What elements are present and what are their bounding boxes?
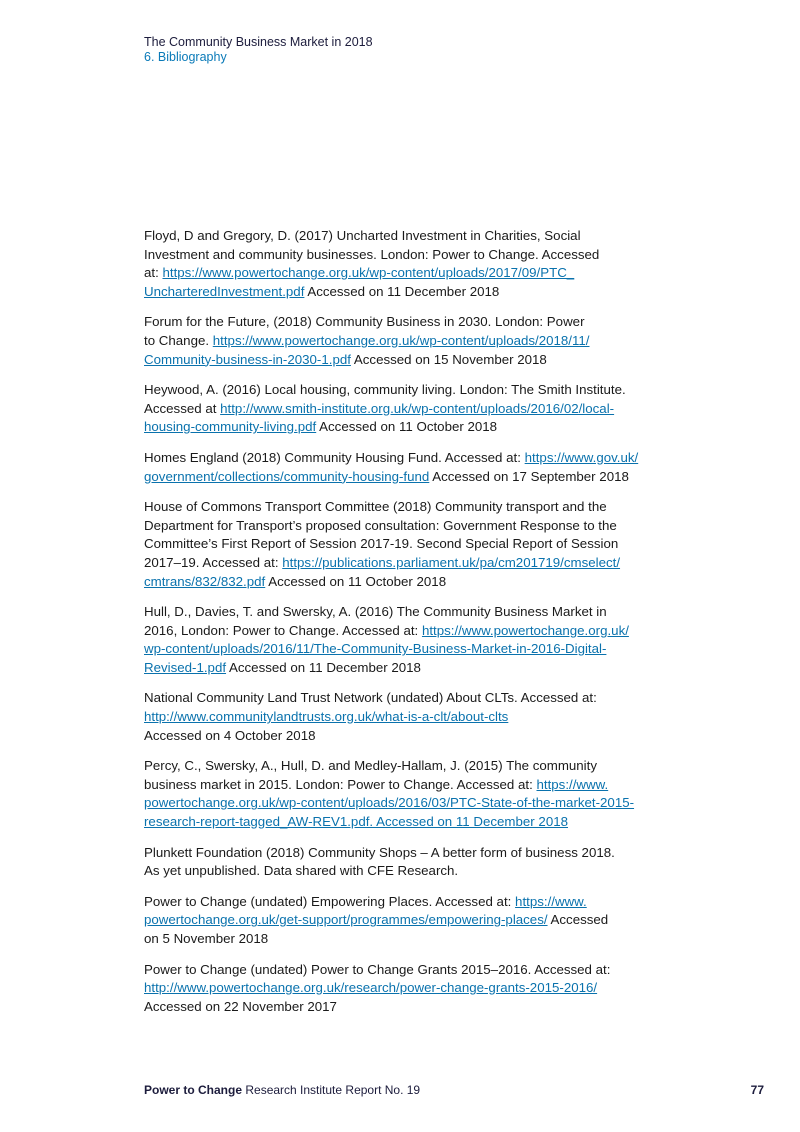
footer-report-label: Research Institute Report No. 19 — [242, 1083, 421, 1097]
reference-text: Accessed on 11 December 2018 — [304, 283, 500, 299]
reference-text: on 5 November 2018 — [144, 931, 269, 946]
reference-link[interactable]: https://www.powertochange.org.uk/ — [421, 622, 629, 638]
bibliography-entry — [144, 227, 684, 301]
reference-text: Heywood, A. (2016) Local housing, community living. London: The Smith Institute. — [144, 382, 626, 398]
reference-link[interactable]: https://www.powertochange.org.uk/wp-content/uploads/2017/09/PTC_ — [162, 265, 575, 281]
reference-text: Plunkett Foundation (2018) Community Shops – A better form of business 2018. — [144, 844, 615, 860]
reference-link[interactable]: https://www.powertochange.org.uk/wp-content/uploads/2018/11/ — [212, 332, 590, 348]
bibliography-entry — [144, 757, 684, 831]
reference-text: Accessed on 17 September 2018 — [429, 468, 629, 484]
reference-text: Accessed on 4 October 2018 — [144, 727, 316, 743]
reference-text: Committee’s First Report of Session 2017-19. Second Special Report of Session — [144, 536, 619, 552]
page-number: 77 — [750, 1083, 764, 1097]
reference-text: to Change. — [144, 332, 213, 348]
reference-link[interactable]: wp-content/uploads/2016/11/The-Community-Business-Market-in-2016-Digital- — [144, 641, 607, 657]
reference-text: Floyd, D and Gregory, D. (2017) Uncharted Investment in Charities, Social — [144, 228, 581, 243]
reference-text: business market in 2015. London: Power to Change. Accessed at: — [144, 776, 537, 792]
reference-link[interactable]: http://www.powertochange.org.uk/research/power-change-grants-2015-2016/ — [144, 980, 598, 996]
reference-text: Accessed — [547, 912, 609, 928]
bibliography-entry — [144, 603, 684, 677]
reference-text: National Community Land Trust Network (undated) About CLTs. Accessed at: — [144, 690, 597, 706]
reference-text: Department for Transport’s proposed consultation: Government Response to the — [144, 517, 617, 533]
page-footer — [144, 1083, 764, 1097]
reference-link[interactable]: government/collections/community-housing-fund — [144, 468, 430, 484]
reference-link[interactable]: https://www. — [515, 893, 587, 909]
reference-text: Accessed at — [144, 400, 221, 416]
report-title: The Community Business Market in 2018 — [144, 35, 373, 49]
reference-link[interactable]: research-report-tagged_AW-REV1.pdf. Accessed on 11 December 2018 — [144, 814, 569, 830]
bibliography-entry — [144, 689, 684, 745]
reference-text: Accessed on 11 October 2018 — [265, 573, 447, 589]
reference-link[interactable]: housing-community-living.pdf — [144, 419, 317, 435]
reference-text: Percy, C., Swersky, A., Hull, D. and Medley-Hallam, J. (2015) The community — [144, 758, 597, 774]
reference-link[interactable]: UncharteredInvestment.pdf — [144, 283, 305, 299]
reference-link[interactable]: powertochange.org.uk/wp-content/uploads/2016/03/PTC-State-of-the-market-2015- — [144, 795, 635, 811]
reference-text: Accessed on 15 November 2018 — [350, 351, 547, 367]
bibliography-entry — [144, 844, 684, 881]
section-title: 6. Bibliography — [144, 50, 227, 64]
reference-text: Homes England (2018) Community Housing Fund. Accessed at: — [144, 449, 525, 465]
reference-text: Power to Change (undated) Power to Change Grants 2015–2016. Accessed at: — [144, 961, 611, 977]
bibliography-entry — [144, 449, 684, 486]
reference-link[interactable]: https://www.gov.uk/ — [524, 449, 639, 465]
bibliography-entry — [144, 961, 684, 1017]
reference-link[interactable]: https://publications.parliament.uk/pa/cm201719/cmselect/ — [282, 554, 621, 570]
reference-text: Power to Change (undated) Empowering Places. Accessed at: — [144, 893, 516, 909]
reference-text: Hull, D., Davies, T. and Swersky, A. (2016) The Community Business Market in — [144, 604, 607, 620]
reference-link[interactable]: http://www.smith-institute.org.uk/wp-content/uploads/2016/02/local- — [220, 400, 615, 416]
reference-link[interactable]: Revised-1.pdf — [144, 659, 227, 675]
bibliography-entry — [144, 381, 684, 437]
bibliography-entry — [144, 498, 684, 591]
bibliography-entry — [144, 893, 684, 949]
bibliography-entry — [144, 313, 684, 369]
reference-link[interactable]: Community-business-in-2030-1.pdf — [144, 351, 351, 367]
running-header — [144, 35, 373, 65]
footer-brand: Power to Change — [144, 1083, 243, 1097]
reference-link[interactable]: powertochange.org.uk/get-support/programmes/empowering-places/ — [144, 912, 548, 928]
reference-text: Investment and community businesses. London: Power to Change. Accessed — [144, 246, 600, 262]
reference-text: Forum for the Future, (2018) Community Business in 2030. London: Power — [144, 314, 585, 330]
reference-text: Accessed on 11 December 2018 — [226, 659, 421, 675]
reference-link[interactable]: https://www. — [536, 776, 609, 792]
reference-link[interactable]: cmtrans/832/832.pdf — [144, 573, 266, 589]
reference-text: As yet unpublished. Data shared with CFE Research. — [144, 863, 459, 879]
reference-text: 2016, London: Power to Change. Accessed at: — [144, 622, 422, 638]
reference-text: Accessed on 22 November 2017 — [144, 998, 337, 1014]
reference-text: House of Commons Transport Committee (2018) Community transport and the — [144, 499, 607, 515]
reference-text: 2017–19. Accessed at: — [144, 554, 283, 570]
reference-link[interactable]: http://www.communitylandtrusts.org.uk/what-is-a-clt/about-clts — [144, 709, 509, 725]
reference-text: at: — [144, 265, 163, 281]
bibliography-list — [144, 227, 684, 1028]
reference-text: Accessed on 11 October 2018 — [316, 419, 498, 435]
